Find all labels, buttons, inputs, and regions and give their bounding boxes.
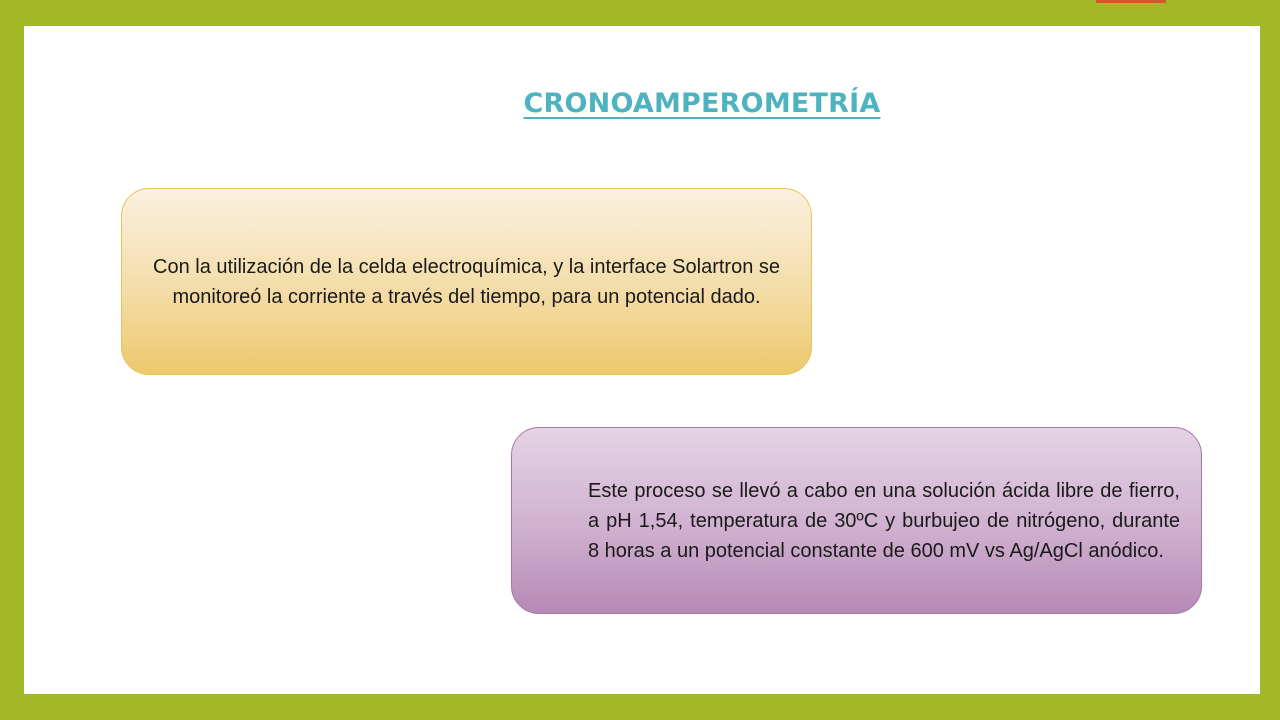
- text-box-top: [121, 188, 812, 375]
- corner-accent-bar: [1096, 0, 1166, 3]
- text-box-bottom: [511, 427, 1202, 614]
- text-box-bottom-content: Este proceso se llevó a cabo en una solución ácida libre de fierro, a pH 1,54, temperatura de 30ºC y burbujeo de nitrógeno, durante 8 horas a un potencial constante de 600 mV vs Ag/AgCl anódico.: [588, 479, 1180, 562]
- slide-title: CRONOAMPEROMETRÍA: [523, 88, 881, 119]
- text-box-top-content: Con la utilización de la celda electroquímica, y la interface Solartron se monitoreó la corriente a través del tiempo, para un potencial dado.: [153, 255, 780, 308]
- slide-content-area: [24, 26, 1260, 694]
